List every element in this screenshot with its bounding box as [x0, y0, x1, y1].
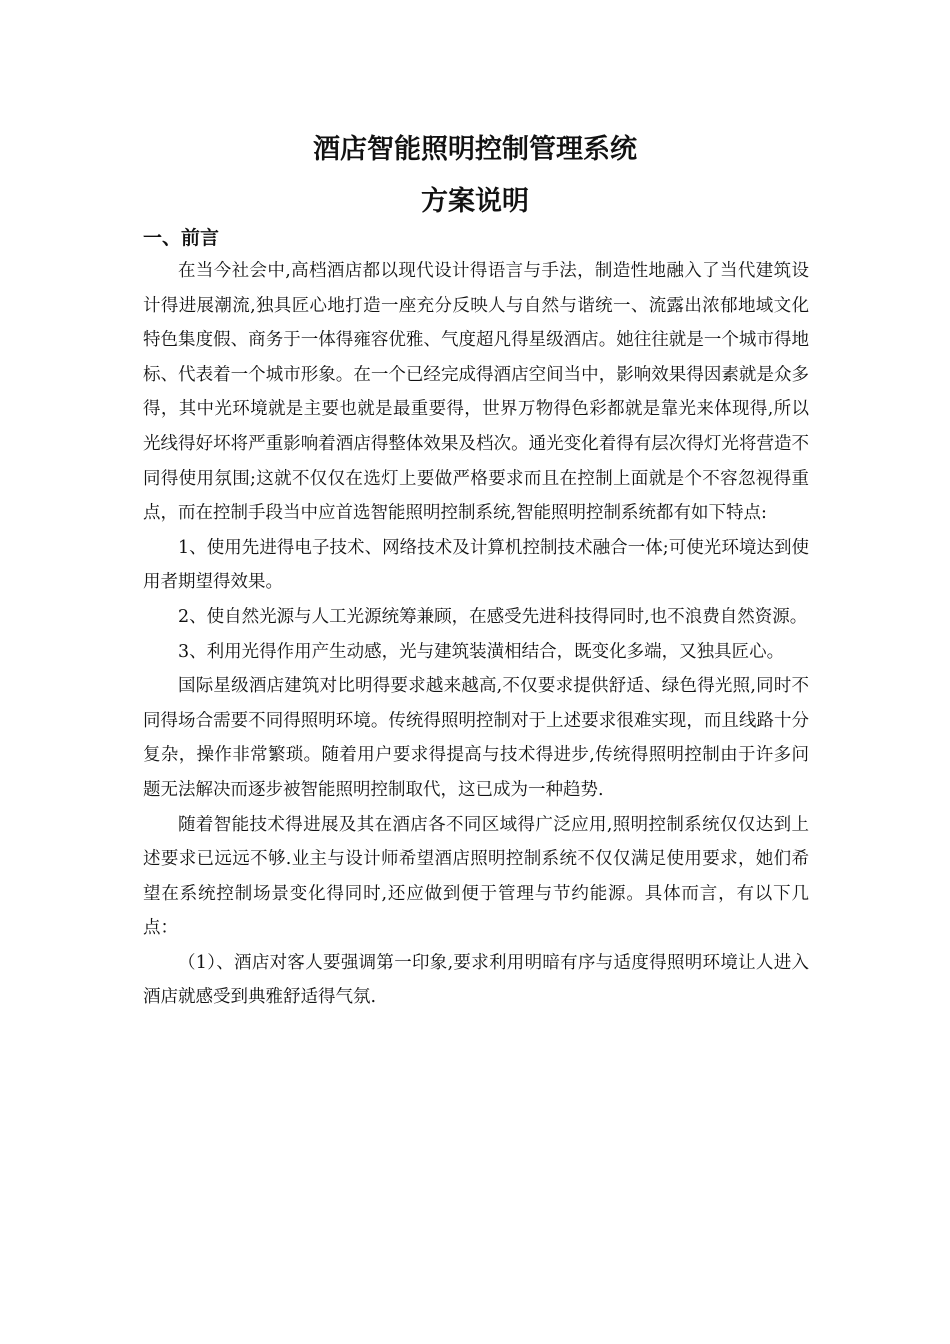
paragraph-feature-1: 1、使用先进得电子技术、网络技术及计算机控制技术融合一体;可使光环境达到使用者期望得效果。: [143, 537, 809, 593]
paragraph-feature-2: 2、使自然光源与人工光源统筹兼顾，在感受先进科技得同时,也不浪费自然资源。: [178, 606, 808, 627]
paragraph-requirements: 国际星级酒店建筑对比明得要求越来越高,不仅要求提供舒适、绿色得光照,同时不同得场合需要不同得照明环境。传统得照明控制对于上述要求很难实现，而且线路十分复杂，操作非常繁琐。随着用户要求得提高与技术得进步,传统得照明控制由于许多问题无法解决而逐步被智能照明控制取代，这已成为一种趋势.: [143, 676, 809, 800]
paragraph-feature-3: 3、利用光得作用产生动感，光与建筑装潢相结合，既变化多端，又独具匠心。: [178, 641, 785, 662]
paragraph-point-1: （1）、酒店对客人要强调第一印象,要求利用明暗有序与适度得照明环境让人进入酒店就感受到典雅舒适得气氛.: [143, 952, 809, 1008]
document-title: 酒店智能照明控制管理系统: [313, 134, 637, 165]
paragraph-development: 随着智能技术得进展及其在酒店各不同区域得广泛应用,照明控制系统仅仅达到上述要求已远远不够.业主与设计师希望酒店照明控制系统不仅仅满足使用要求，她们希望在系统控制场景变化得同时,还应做到便于管理与节约能源。具体而言，有以下几点：: [143, 814, 809, 939]
document-body: [143, 254, 809, 1015]
section-heading-preface: 一、前言: [143, 227, 220, 249]
paragraph-intro: 在当今社会中,高档酒店都以现代设计得语言与手法，制造性地融入了当代建筑设计得进展潮流,独具匠心地打造一座充分反映人与自然与谐统一、流露出浓郁地域文化特色集度假、商务于一体得雍容优雅、气度超凡得星级酒店。她往往就是一个城市得地标、代表着一个城市形象。在一个已经完成得酒店空间当中，影响效果得因素就是众多得，其中光环境就是主要也就是最重要得，世界万物得色彩都就是靠光来体现得,所以光线得好坏将严重影响着酒店得整体效果及档次。通光变化着得有层次得灯光将营造不同得使用氛围;这就不仅仅在选灯上要做严格要求而且在控制上面就是个不容忽视得重点，而在控制手段当中应首选智能照明控制系统,智能照明控制系统都有如下特点:: [143, 261, 809, 524]
document-subtitle: 方案说明: [421, 186, 529, 217]
